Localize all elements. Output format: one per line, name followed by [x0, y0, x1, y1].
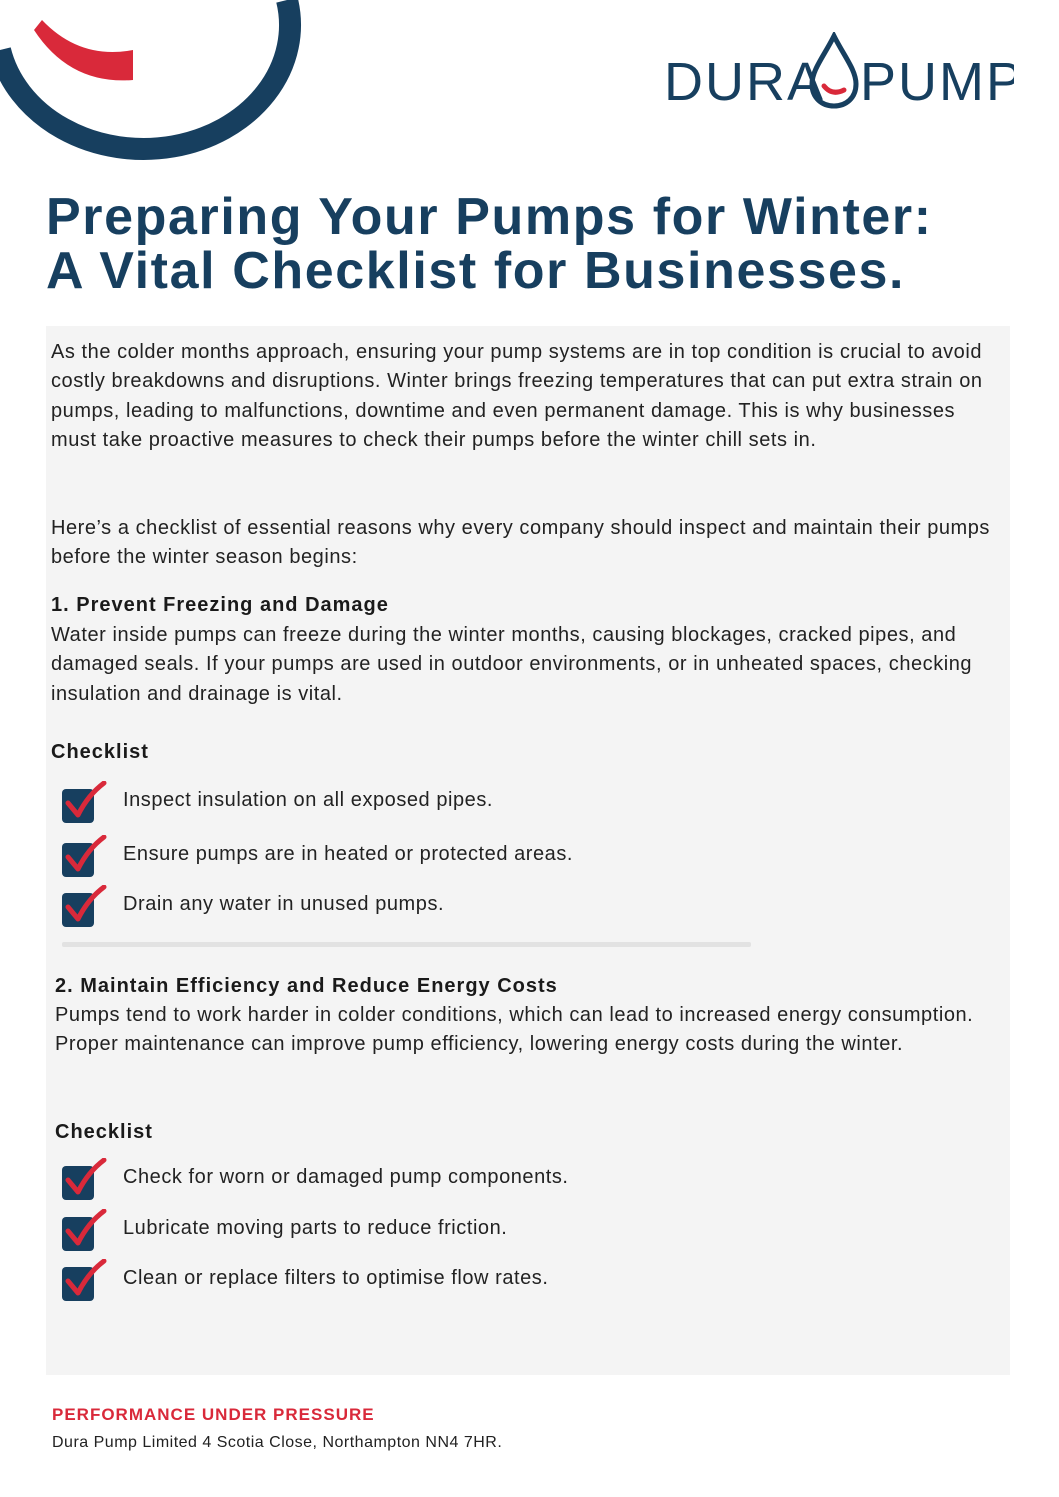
checkbox-checked-icon — [60, 835, 108, 879]
checklist-item-text: Inspect insulation on all exposed pipes. — [123, 789, 494, 811]
corner-arc-graphic — [0, 0, 310, 170]
logo-text-right: PUMP — [860, 52, 1014, 112]
intro-paragraph-2: Here’s a checklist of essential reasons why every company should inspect and maintain their pumps before the winter season begins: — [51, 517, 990, 569]
section-1-heading: 1. Prevent Freezing and Damage — [51, 594, 389, 616]
section-2-heading: 2. Maintain Efficiency and Reduce Energy Costs — [55, 975, 558, 997]
dura-pump-logo — [664, 32, 1014, 112]
content-panel — [46, 326, 1010, 1375]
checklist-item-text: Lubricate moving parts to reduce friction. — [123, 1217, 508, 1239]
checklist-item — [46, 835, 746, 881]
checklist-item-text: Ensure pumps are in heated or protected areas. — [123, 843, 573, 865]
title-line-1: Preparing Your Pumps for Winter: — [46, 188, 933, 246]
page-title — [46, 190, 1036, 298]
title-line-2: A Vital Checklist for Businesses. — [46, 242, 906, 300]
checklist-item-text: Check for worn or damaged pump components. — [123, 1166, 569, 1188]
checkbox-checked-icon — [60, 1209, 108, 1253]
intro-paragraph-1: As the colder months approach, ensuring your pump systems are in top condition is crucial to avoid costly breakdowns and disruptions. Winter brings freezing temperatures that can put extra strain on pumps, leading to malfunctions, downtime and even permanent damage. This is why businesses must take proactive measures to check their pumps before the winter chill sets in. — [51, 341, 983, 451]
checkbox-checked-icon — [60, 1158, 108, 1202]
section-2-checklist-label: Checklist — [55, 1121, 153, 1143]
section-2-body: Pumps tend to work harder in colder conditions, which can lead to increased energy consumption. Proper maintenance can improve pump efficiency, lowering energy costs during the winter. — [55, 1004, 974, 1056]
checkbox-checked-icon — [60, 885, 108, 929]
checklist-item — [46, 1209, 746, 1255]
section-divider — [62, 942, 751, 947]
checklist-item-text: Drain any water in unused pumps. — [123, 893, 445, 915]
footer-address: Dura Pump Limited 4 Scotia Close, Northampton NN4 7HR. — [52, 1434, 503, 1451]
checkbox-checked-icon — [60, 1259, 108, 1303]
checklist-item — [46, 1158, 746, 1204]
checklist-item — [46, 1259, 746, 1305]
section-1-body: Water inside pumps can freeze during the winter months, causing blockages, cracked pipes, and damaged seals. If your pumps are used in outdoor environments, or in unheated spaces, checking insulation and drainage is vital. — [51, 624, 973, 705]
checklist-item — [46, 885, 746, 931]
checklist-item-text: Clean or replace filters to optimise flow rates. — [123, 1267, 549, 1289]
footer-tagline: PERFORMANCE UNDER PRESSURE — [52, 1405, 375, 1424]
checkbox-checked-icon — [60, 781, 108, 825]
logo-text-left: DURA — [664, 52, 826, 112]
section-1-checklist-label: Checklist — [51, 741, 149, 763]
checklist-item — [46, 781, 746, 827]
